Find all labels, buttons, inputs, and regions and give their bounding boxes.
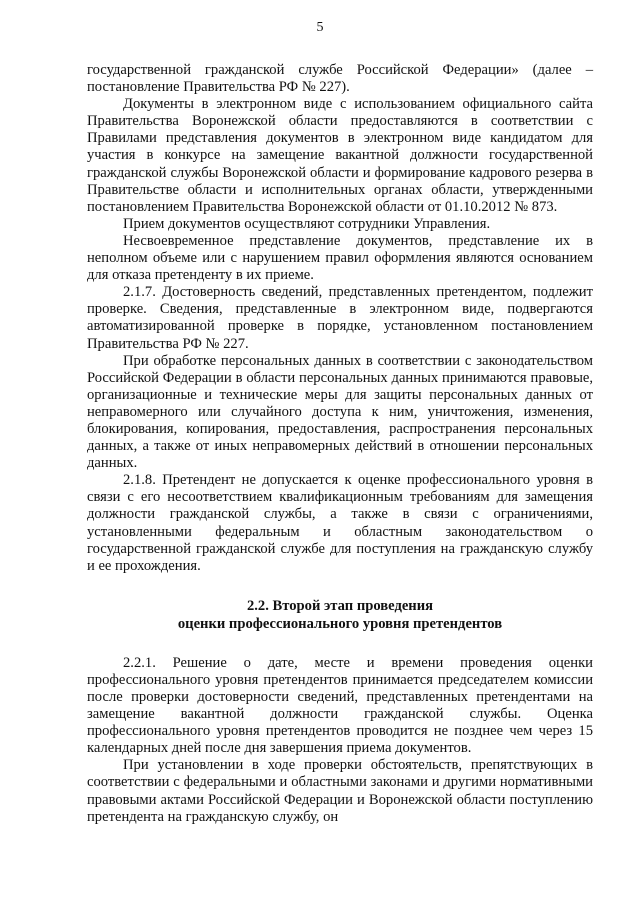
section-heading-line2: оценки профессионального уровня претендентов [177,615,503,632]
paragraph-personal-data: При обработке персональных данных в соответствии с законодательством Российской Федерации в области персональных данных принимаются правовые, организационные и технические меры для защиты персональных данных от неправомерного или случайного доступа к ним, уничтожения, изменения, блокирования, копирования, предоставления, распространения персональных данных, а также от иных неправомерных действий в отношении персональных данных. [87,352,593,472]
paragraph-2-1-8: 2.1.8. Претендент не допускается к оценке профессионального уровня в связи с его несоответствием квалификационным требованиям для замещения должности гражданской службы, а также в связи с ограничениями, установленными федеральным и областным законодательством о государственной гражданской службе для поступления на гражданскую службу и ее прохождения. [87,472,593,574]
paragraph-obstacles: При установлении в ходе проверки обстоятельств, препятствующих в соответствии с федеральными и областными законами и другими нормативными правовыми актами Российской Федерации и Воронежской области поступлению претендента на гражданскую службу, он [87,757,593,825]
paragraph-2-1-7: 2.1.7. Достоверность сведений, представленных претендентом, подлежит проверке. Сведения, представленные в электронном виде, подвергаются автоматизированной проверке в порядке, установленном постановлением Правительства РФ № 227. [87,284,593,352]
paragraph-document-acceptance: Прием документов осуществляют сотрудники Управления. [123,215,491,232]
section-heading [87,597,593,633]
document-body [87,62,593,826]
paragraph-continuation: государственной гражданской службе Российской Федерации» (далее – постановление Правительства РФ № 227). [87,62,593,96]
paragraph-electronic-documents: Документы в электронном виде с использованием официального сайта Правительства Воронежской области предоставляются в соответствии с Правилами представления документов в электронном виде кандидатом для участия в конкурсе на замещение вакантной должности государственной гражданской службы Воронежской области и формирование кадрового резерва в Правительстве области и исполнительных органах области, утвержденными постановлением Правительства Воронежской области от 01.10.2012 № 873. [87,96,593,215]
paragraph-2-2-1: 2.2.1. Решение о дате, месте и времени проведения оценки профессионального уровня претендентов принимается председателем комиссии после проверки достоверности сведений, представленных претендентами на замещение вакантной должности гражданской службы. Оценка профессионального уровня претендентов проводится не позднее чем через 15 календарных дней после дня завершения приема документов. [87,654,593,757]
page-number: 5 [316,20,324,35]
section-heading-line1: 2.2. Второй этап проведения [246,597,434,614]
paragraph-late-submission: Несвоевременное представление документов, представление их в неполном объеме или с нарушением правил оформления являются основанием для отказа претенденту в их приеме. [87,232,593,284]
